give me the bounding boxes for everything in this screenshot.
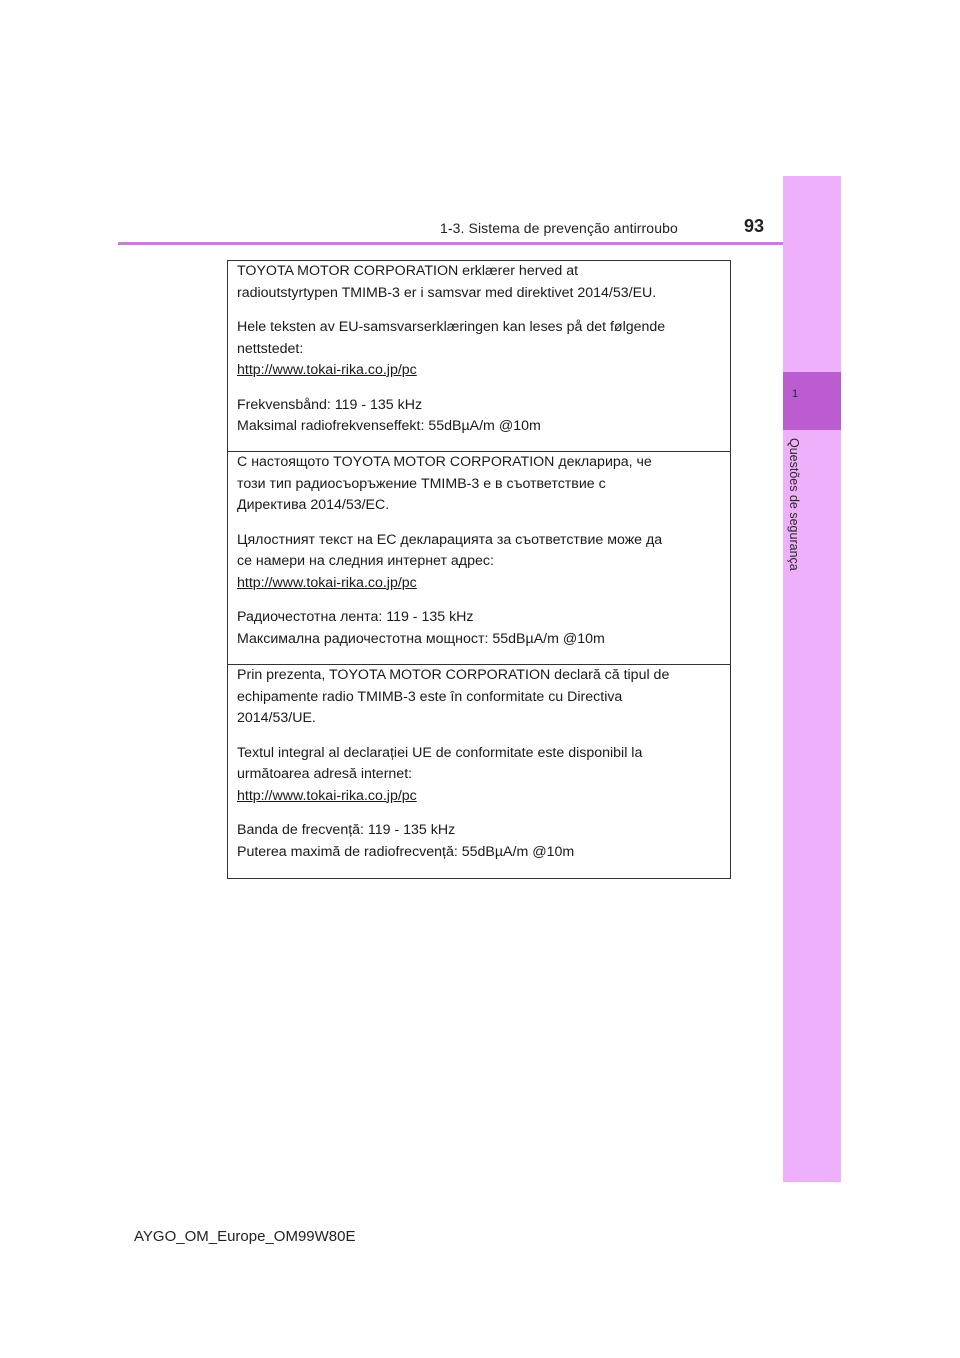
declaration-line: С настоящото TOYOTA MOTOR CORPORATION декларира, че (237, 454, 652, 470)
chapter-side-tab (783, 176, 841, 1182)
max-power: Puterea maximă de radiofrecvență: 55dBµA/m @10m (237, 843, 575, 860)
declaration-line: echipamente radio TMIMB-3 este în conformitate cu Directiva (237, 688, 623, 705)
declaration-line: TOYOTA MOTOR CORPORATION erklærer herved at (237, 263, 579, 279)
conformity-notice-box (227, 260, 731, 879)
declaration-line: този тип радиосъоръжение TMIMB-3 е в съответствие с (237, 475, 606, 492)
fulltext-line: Цялостният текст на ЕС декларацията за съответствие може да (237, 531, 663, 548)
section-title: 1-3. Sistema de prevenção antirroubo (440, 220, 678, 236)
frequency-band: Frekvensbånd: 119 - 135 kHz (237, 396, 423, 413)
fulltext-line: Hele teksten av EU-samsvarserklæringen kan leses på det følgende (237, 319, 666, 335)
frequency-band: Banda de frecvență: 119 - 135 kHz (237, 822, 456, 838)
declaration-line: radioutstyrtypen TMIMB-3 er i samsvar med direktivet 2014/53/EU. (237, 284, 657, 301)
declaration-url-link[interactable]: http://www.tokai-rika.co.jp/pc (237, 574, 417, 591)
notice-norwegian (228, 261, 730, 452)
fulltext-line: се намери на следния интернет адрес: (237, 553, 494, 569)
frequency-band: Радиочестотна лента: 119 - 135 kHz (237, 609, 474, 625)
document-code: AYGO_OM_Europe_OM99W80E (134, 1228, 356, 1245)
max-power: Максимална радиочестотна мощност: 55dBµA/m @10m (237, 630, 605, 647)
fulltext-line: nettstedet: (237, 340, 304, 357)
declaration-url-link[interactable]: http://www.tokai-rika.co.jp/pc (237, 787, 417, 804)
max-power: Maksimal radiofrekvenseffekt: 55dBµA/m @10m (237, 418, 541, 434)
notice-bulgarian (228, 452, 730, 665)
declaration-line: 2014/53/UE. (237, 710, 316, 726)
header-divider (118, 242, 841, 245)
declaration-line: Prin prezenta, TOYOTA MOTOR CORPORATION declară că tipul de (237, 667, 670, 683)
page-number: 93 (744, 216, 765, 236)
declaration-url-link[interactable]: http://www.tokai-rika.co.jp/pc (237, 362, 417, 378)
chapter-number: 1 (791, 388, 799, 400)
declaration-line: Директива 2014/53/ЕС. (237, 497, 390, 513)
notice-romanian (228, 665, 730, 878)
chapter-tab-marker (783, 372, 841, 430)
fulltext-line: Textul integral al declarației UE de conformitate este disponibil la (237, 744, 643, 761)
fulltext-line: următoarea adresă internet: (237, 766, 413, 782)
chapter-label: Questões de segurança (787, 438, 801, 571)
